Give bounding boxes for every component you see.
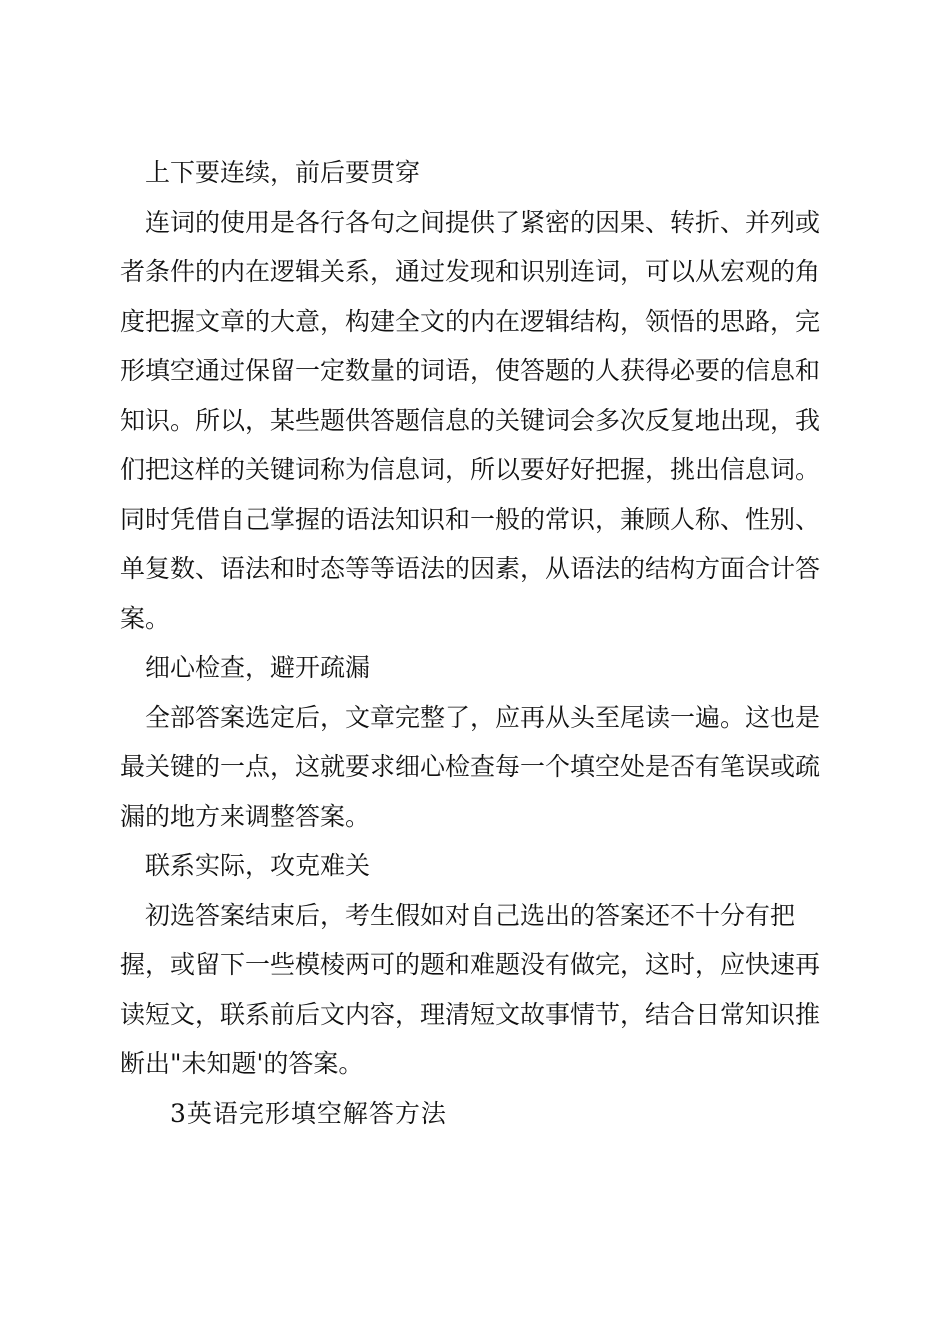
section-title-methods: 3英语完形填空解答方法 — [170, 1098, 447, 1128]
paragraph-conjunctions: 连词的使用是各行各句之间提供了紧密的因果、转折、并列或者条件的内在逻辑关系，通过发现和识别连词，可以从宏观的角度把握文章的大意，构建全文的内在逻辑结构，领悟的思路，完形填空通过保留一定数量的词语，使答题的人获得必要的信息和知识。所以，某些题供答题信息的关键词会多次反复地出现，我们把这样的关键词称为信息词，所以要好好把握，挑出信息词。同时凭借自己掌握的语法知识和一般的常识，兼顾人称、性别、单复数、语法和时态等等语法的因素，从语法的结构方面合计答案。 — [120, 207, 821, 633]
paragraph-difficult: 初选答案结束后，考生假如对自己选出的答案还不十分有把握，或留下一些模棱两可的题和难题没有做完，这时，应快速再读短文，联系前后文内容，理清短文故事情节，结合日常知识推断出"未知题'的答案。 — [120, 900, 821, 1078]
heading-practical: 联系实际，攻克难关 — [145, 851, 371, 880]
paragraph-review: 全部答案选定后，文章完整了，应再从头至尾读一遍。这也是最关键的一点，这就要求细心检查每一个填空处是否有笔误或疏漏的地方来调整答案。 — [120, 702, 821, 831]
heading-careful-check: 细心检查，避开疏漏 — [145, 653, 371, 682]
heading-continuity: 上下要连续，前后要贯穿 — [145, 158, 421, 187]
document-page — [120, 148, 840, 1138]
